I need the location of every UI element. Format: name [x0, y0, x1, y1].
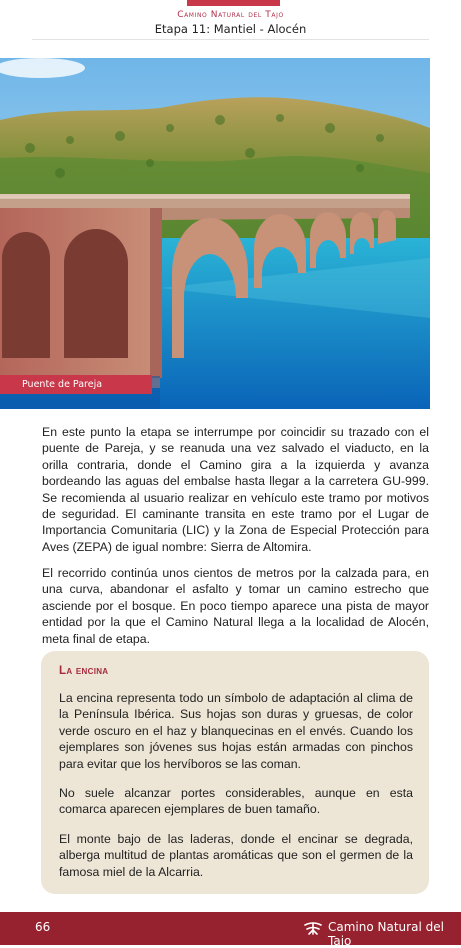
- info-box-paragraph: No suele alcanzar portes considerables, aunque en esta comarca aparecen ejemplares de buen tamaño.: [59, 786, 413, 817]
- series-title: Camino Natural del Tajo: [177, 10, 284, 20]
- info-box-title: La encina: [59, 665, 109, 677]
- info-box-paragraph: La encina representa todo un símbolo de adaptación al clima de la Península Ibérica. Sus hojas son duras y gruesas, de color verde oscuro en el haz y blanquecinas en el envés. Cuando los ejemplares son jóvenes sus hojas están armadas con pinchos para evitar que los hervíboros se las coman.: [59, 691, 413, 771]
- bridge-photo: [0, 58, 430, 409]
- body-paragraph: El recorrido continúa unos cientos de metros por la calzada para, en una curva, abandonar el asfalto y tomar un camino estrecho que asciende por el bosque. En poco tiempo aparece una pista de mayor entidad por la que el Camino Natural llega a la localidad de Alocén, meta final de etapa.: [42, 566, 429, 646]
- page-footer: [0, 912, 461, 948]
- header-accent-bar: [187, 0, 280, 6]
- info-box: [41, 651, 429, 894]
- page-number: 66: [35, 920, 51, 934]
- footer-brand: Camino Natural del Tajo: [328, 920, 444, 948]
- photo-caption: Puente de Pareja: [0, 375, 152, 394]
- info-box-paragraph: El monte bajo de las laderas, donde el encinar se degrada, alberga multitud de plantas aromáticas que son el germen de la famosa miel de la Alcarria.: [59, 832, 413, 879]
- camino-natural-logo-icon: [304, 921, 322, 935]
- body-paragraph: En este punto la etapa se interrumpe por coincidir su trazado con el puente de Pareja, y se reanuda una vez salvado el viaducto, en la orilla contraria, donde el Camino gira a la izquierda y avanza bordeando las aguas del embalse hasta llegar a la carretera GU-999. Se recomienda al usuario realizar en vehículo este tramo por motivos de seguridad. El caminante transita en este tramo por el Lugar de Importancia Comunitaria (LIC) y la Zona de Especial Protección para Aves (ZEPA) de igual nombre: Sierra de Altomira.: [42, 425, 429, 554]
- stage-title: Etapa 11: Mantiel - Alocén: [154, 22, 307, 36]
- bridge-photo-illustration: [0, 58, 430, 409]
- header-divider: [32, 39, 429, 40]
